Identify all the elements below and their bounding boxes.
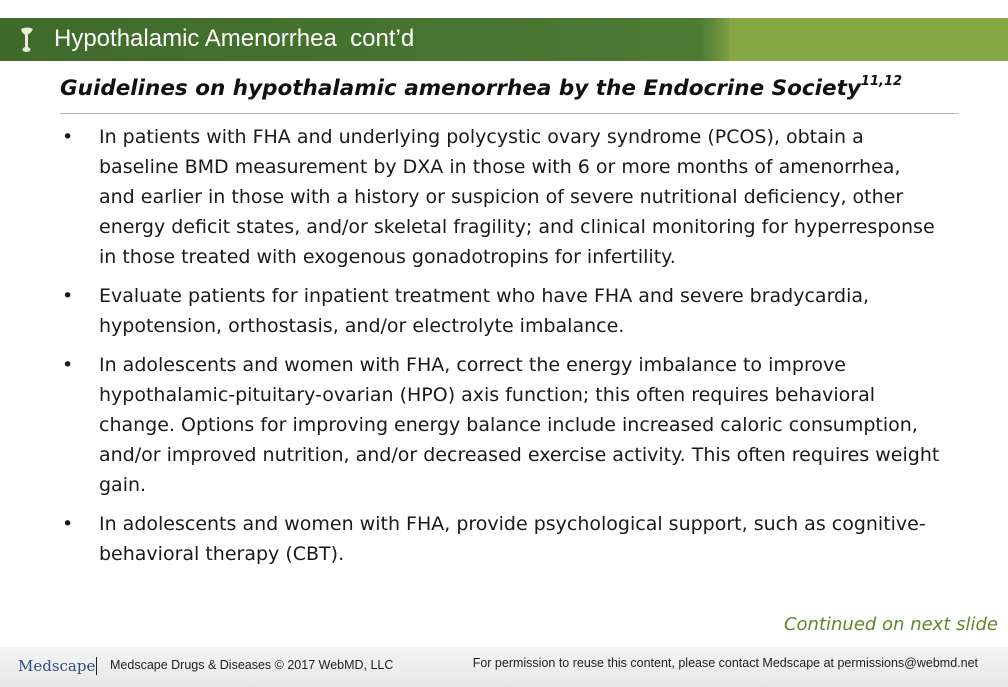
section-heading-text: Guidelines on hypothalamic amenorrhea by the Endocrine Society xyxy=(60,76,861,102)
list-item xyxy=(62,122,942,272)
list-item xyxy=(62,350,942,500)
footer-permission: For permission to reuse this content, please contact Medscape at permissions@webmd.net xyxy=(472,656,978,670)
bullet-marker: • xyxy=(62,513,74,535)
medscape-leaf-icon xyxy=(16,26,38,54)
title-bar xyxy=(0,18,1008,61)
heading-underline xyxy=(60,113,959,114)
list-item-text: In adolescents and women with FHA, provide psychological support, such as cognitive-behavioral therapy (CBT). xyxy=(99,513,926,565)
footer-copyright: Medscape Drugs & Diseases © 2017 WebMD, LLC xyxy=(110,658,394,672)
title-bar-accent xyxy=(729,18,1008,61)
bullet-marker: • xyxy=(62,126,74,148)
list-item-text: In adolescents and women with FHA, correct the energy imbalance to improve hypothalamic-pituitary-ovarian (HPO) axis function; this often requires behavioral change. Options for improving energy balance include increased caloric consumption, and/or improved nutrition, and/or decreased exercise activity. This often requires weight gain. xyxy=(99,354,940,496)
medscape-logo: Medscape xyxy=(18,657,96,675)
slide-title: Hypothalamic Amenorrhea cont’d xyxy=(54,25,415,52)
footer xyxy=(0,647,1008,687)
footer-divider xyxy=(96,657,97,675)
bullet-list xyxy=(62,122,942,569)
continued-note: Continued on next slide xyxy=(783,614,998,635)
list-item xyxy=(62,509,942,569)
section-heading xyxy=(60,76,960,101)
bullet-marker: • xyxy=(62,354,74,376)
list-item-text: Evaluate patients for inpatient treatment who have FHA and severe bradycardia, hypotension, orthostasis, and/or electrolyte imbalance. xyxy=(99,285,870,337)
list-item xyxy=(62,281,942,341)
bullet-marker: • xyxy=(62,285,74,307)
list-item-text: In patients with FHA and underlying polycystic ovary syndrome (PCOS), obtain a baseline BMD measurement by DXA in those with 6 or more months of amenorrhea, and earlier in those with a history or suspicion of severe nutritional deficiency, other energy deficit states, and/or skeletal fragility; and clinical monitoring for hyperresponse in those treated with exogenous gonadotropins for infertility. xyxy=(99,126,935,268)
citation-superscript: 11,12 xyxy=(860,74,903,89)
